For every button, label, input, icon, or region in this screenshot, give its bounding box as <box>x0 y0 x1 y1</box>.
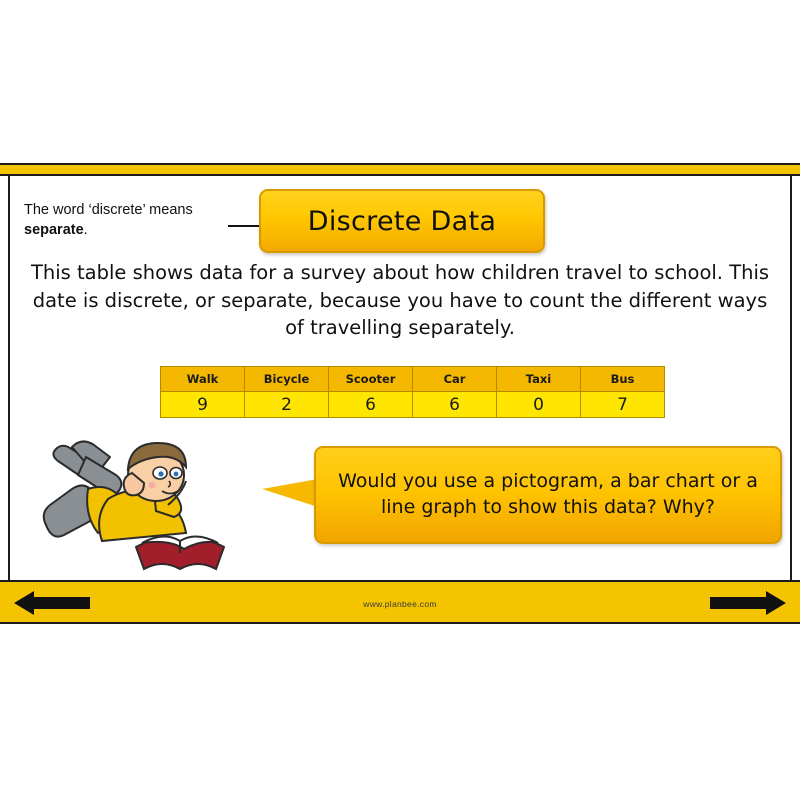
slide-top-border-band <box>0 163 800 176</box>
table-cell: 6 <box>413 392 497 418</box>
definition-note-keyword: separate <box>24 221 84 238</box>
table-header-cell: Bicycle <box>245 367 329 392</box>
table-header-cell: Car <box>413 367 497 392</box>
presentation-slide <box>0 163 800 638</box>
definition-note-suffix: . <box>83 221 88 238</box>
slide-title-box <box>259 189 545 253</box>
table-cell: 6 <box>329 392 413 418</box>
slide-right-border <box>790 176 792 580</box>
previous-slide-arrow-icon[interactable] <box>14 590 90 616</box>
definition-note-prefix: The word ‘discrete’ means <box>24 202 193 218</box>
table-cell: 2 <box>245 392 329 418</box>
table-cell: 9 <box>161 392 245 418</box>
table-header-cell: Scooter <box>329 367 413 392</box>
table-cell: 0 <box>497 392 581 418</box>
speech-bubble-tail <box>262 479 318 507</box>
question-text: Would you use a pictogram, a bar chart or a line graph to show this data? Why? <box>338 470 758 518</box>
definition-note <box>24 201 244 240</box>
table-row <box>161 392 665 418</box>
child-reading-illustration <box>28 429 288 577</box>
intro-paragraph: This table shows data for a survey about how children travel to school. This date is discrete, or separate, because you have to count the different ways of travelling separately. <box>30 261 770 340</box>
travel-survey-table <box>160 366 665 418</box>
question-speech-bubble <box>314 446 782 544</box>
table-cell: 7 <box>581 392 665 418</box>
footer-url: www.planbee.com <box>363 599 437 609</box>
slide-bottom-nav-band <box>0 580 800 624</box>
table-header-cell: Walk <box>161 367 245 392</box>
table-header-row <box>161 367 665 392</box>
table-header-cell: Taxi <box>497 367 581 392</box>
slide-left-border <box>8 176 10 580</box>
table-header-cell: Bus <box>581 367 665 392</box>
page-title: Discrete Data <box>307 205 497 237</box>
next-slide-arrow-icon[interactable] <box>710 590 786 616</box>
